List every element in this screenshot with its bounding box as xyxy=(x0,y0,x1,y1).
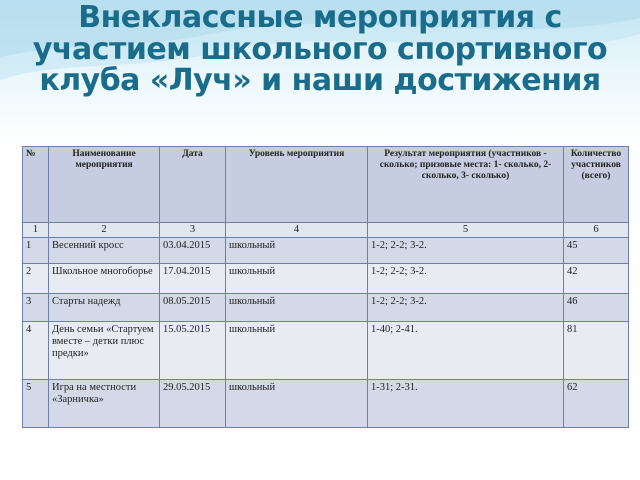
event-name: День семьи «Стартуем вместе – детки плюс предки» xyxy=(49,322,160,380)
column-number: 6 xyxy=(564,223,629,238)
table-row xyxy=(23,238,629,264)
row-number: 3 xyxy=(23,294,49,322)
column-number: 4 xyxy=(226,223,368,238)
header-number: № xyxy=(23,147,49,223)
event-name: Школьное многоборье xyxy=(49,264,160,294)
event-level: школьный xyxy=(226,380,368,428)
header-event-name: Наименование мероприятия xyxy=(49,147,160,223)
event-participant-count: 45 xyxy=(564,238,629,264)
event-participant-count: 42 xyxy=(564,264,629,294)
row-number: 2 xyxy=(23,264,49,294)
event-result: 1-31; 2-31. xyxy=(368,380,564,428)
column-number-row xyxy=(23,223,629,238)
event-name: Весенний кросс xyxy=(49,238,160,264)
event-level: школьный xyxy=(226,322,368,380)
event-result: 1-40; 2-41. xyxy=(368,322,564,380)
table-row xyxy=(23,380,629,428)
header-participant-count: Количество участников (всего) xyxy=(564,147,629,223)
event-level: школьный xyxy=(226,294,368,322)
row-number: 4 xyxy=(23,322,49,380)
column-number: 5 xyxy=(368,223,564,238)
table-row xyxy=(23,322,629,380)
event-date: 03.04.2015 xyxy=(160,238,226,264)
event-level: школьный xyxy=(226,238,368,264)
event-level: школьный xyxy=(226,264,368,294)
table-row xyxy=(23,294,629,322)
event-participant-count: 81 xyxy=(564,322,629,380)
event-date: 08.05.2015 xyxy=(160,294,226,322)
row-number: 5 xyxy=(23,380,49,428)
event-result: 1-2; 2-2; 3-2. xyxy=(368,294,564,322)
event-result: 1-2; 2-2; 3-2. xyxy=(368,238,564,264)
event-result: 1-2; 2-2; 3-2. xyxy=(368,264,564,294)
event-date: 29.05.2015 xyxy=(160,380,226,428)
event-name: Игра на местности «Зарничка» xyxy=(49,380,160,428)
event-participant-count: 46 xyxy=(564,294,629,322)
table-row xyxy=(23,264,629,294)
event-date: 17.04.2015 xyxy=(160,264,226,294)
column-number: 2 xyxy=(49,223,160,238)
table-header-row xyxy=(23,147,629,223)
header-level: Уровень мероприятия xyxy=(226,147,368,223)
slide-title: Внеклассные мероприятия с участием школьного спортивного клуба «Луч» и наши достижения xyxy=(32,0,608,98)
header-result: Результат мероприятия (участников - сколько; призовые места: 1- сколько, 2- сколько, 3- сколько) xyxy=(368,147,564,223)
column-number: 1 xyxy=(23,223,49,238)
row-number: 1 xyxy=(23,238,49,264)
header-date: Дата xyxy=(160,147,226,223)
event-date: 15.05.2015 xyxy=(160,322,226,380)
events-table xyxy=(22,146,629,428)
events-table-container xyxy=(22,146,628,456)
event-participant-count: 62 xyxy=(564,380,629,428)
column-number: 3 xyxy=(160,223,226,238)
event-name: Старты надежд xyxy=(49,294,160,322)
